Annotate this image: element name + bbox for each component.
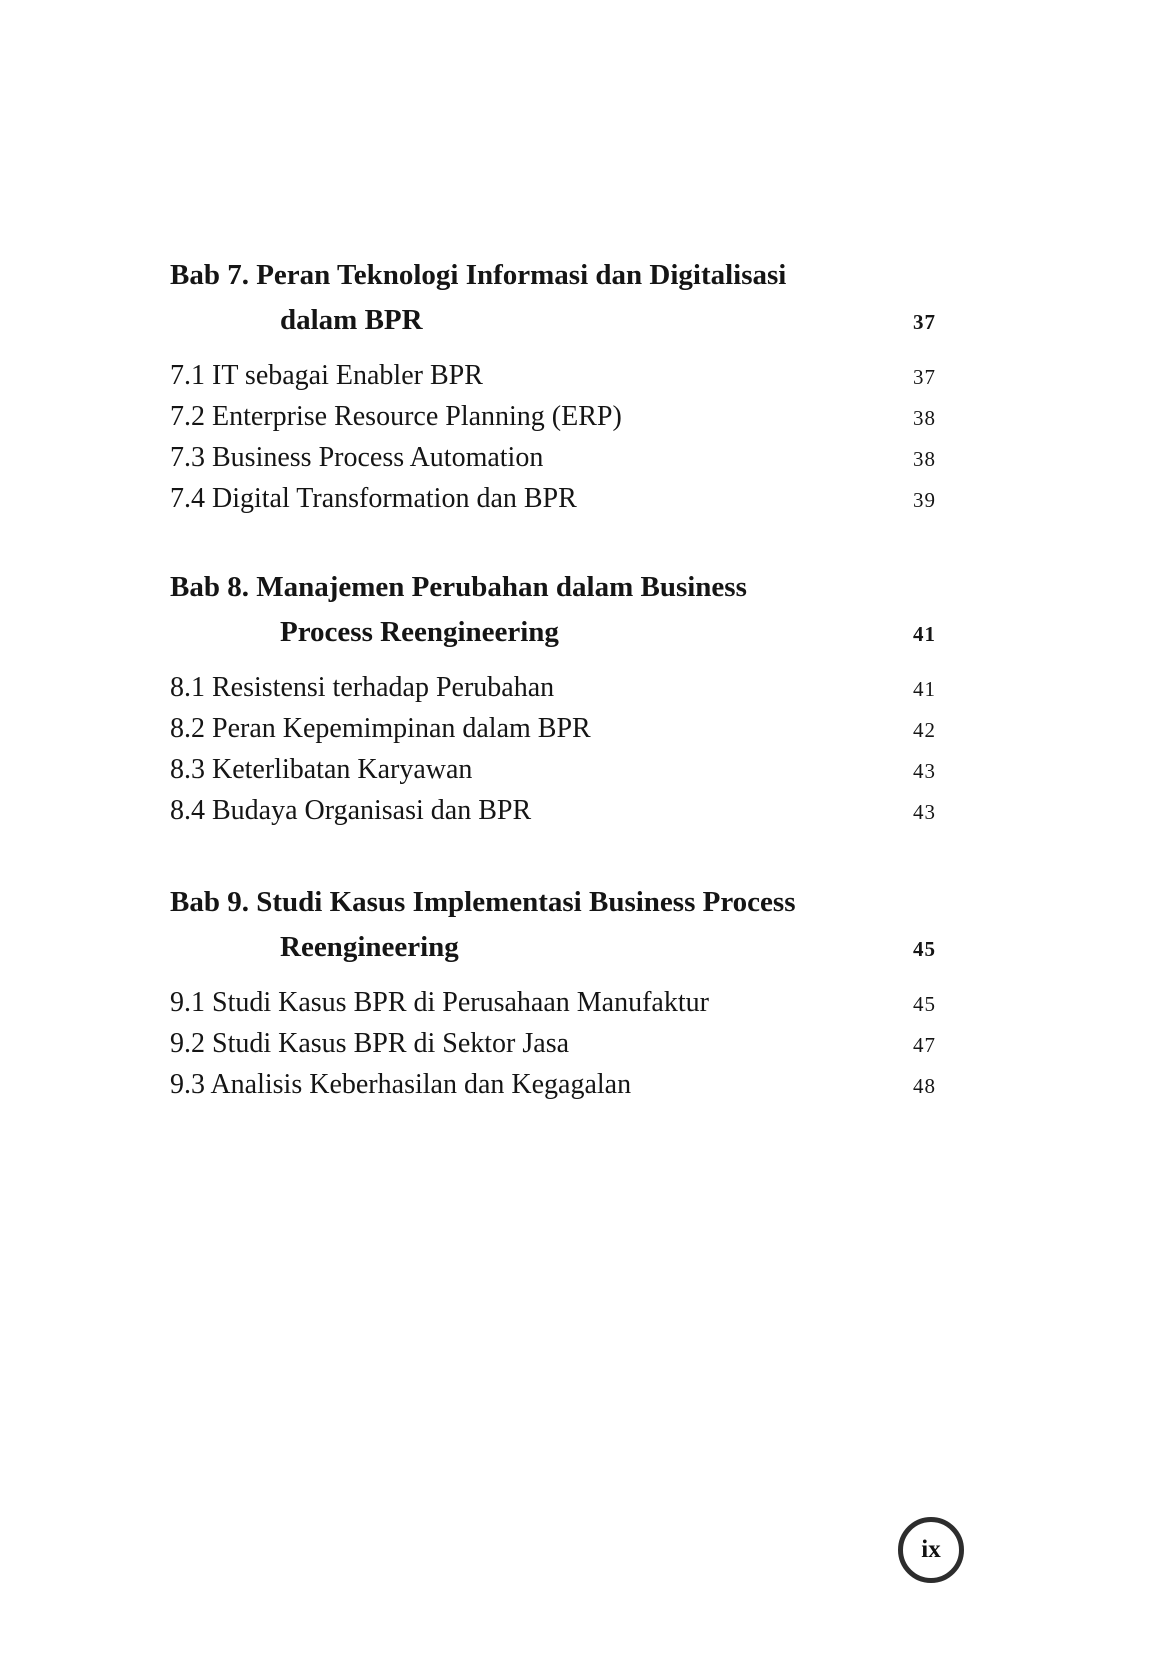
- page-number: 41: [913, 622, 936, 646]
- toc-entry: [170, 397, 936, 438]
- chapter-heading-line2-row: [170, 925, 936, 972]
- toc-entry-label: 8.4 Budaya Organisasi dan BPR: [170, 795, 532, 826]
- page-number: 38: [913, 406, 936, 430]
- page-number: 41: [913, 677, 936, 701]
- toc-entry-label: 7.3 Business Process Automation: [170, 442, 544, 473]
- page-number: 39: [913, 488, 936, 512]
- toc-entry: [170, 709, 936, 750]
- toc-entry: [170, 438, 936, 479]
- toc-section-bab-9: [170, 880, 936, 1106]
- toc-entry: [170, 356, 936, 397]
- page-number: 43: [913, 759, 936, 783]
- toc-section-bab-7: [170, 253, 936, 520]
- page-number: 45: [913, 937, 936, 961]
- page-number: 37: [913, 310, 936, 334]
- toc-entry: [170, 791, 936, 832]
- chapter-heading-line2: Process Reengineering: [280, 616, 559, 648]
- toc-entry-label: 7.4 Digital Transformation dan BPR: [170, 483, 577, 514]
- page-number: 37: [913, 365, 936, 389]
- toc-entries: [170, 983, 936, 1106]
- chapter-heading-line2: Reengineering: [280, 931, 459, 963]
- toc-entry-label: 8.2 Peran Kepemimpinan dalam BPR: [170, 713, 591, 744]
- toc-entry: [170, 479, 936, 520]
- chapter-heading-line2-row: [170, 610, 936, 657]
- toc-entry: [170, 750, 936, 791]
- toc-entry-label: 9.2 Studi Kasus BPR di Sektor Jasa: [170, 1028, 570, 1059]
- toc-entry: [170, 1065, 936, 1106]
- page-number: 45: [913, 992, 936, 1016]
- toc-entry-label: 9.3 Analisis Keberhasilan dan Kegagalan: [170, 1069, 632, 1100]
- chapter-heading-line1: Bab 9. Studi Kasus Implementasi Business Process: [170, 886, 796, 918]
- page-number: 42: [913, 718, 936, 742]
- chapter-heading-line2: dalam BPR: [280, 304, 423, 336]
- toc-entries: [170, 668, 936, 832]
- toc-section-bab-8: [170, 565, 936, 832]
- toc-entry-label: 8.1 Resistensi terhadap Perubahan: [170, 672, 555, 703]
- toc-entry: [170, 1024, 936, 1065]
- chapter-heading-line1: Bab 8. Manajemen Perubahan dalam Business: [170, 571, 747, 603]
- toc-entry-label: 7.2 Enterprise Resource Planning (ERP): [170, 401, 622, 432]
- folio-page-number: ix: [921, 1536, 941, 1563]
- toc-entry: [170, 983, 936, 1024]
- page-number: 48: [913, 1074, 936, 1098]
- toc-entry-label: 7.1 IT sebagai Enabler BPR: [170, 360, 483, 391]
- folio-page-number-badge: [898, 1517, 964, 1583]
- page-number: 43: [913, 800, 936, 824]
- page-number: 38: [913, 447, 936, 471]
- chapter-heading-line1: Bab 7. Peran Teknologi Informasi dan Digitalisasi: [170, 259, 787, 291]
- page-number: 47: [913, 1033, 936, 1057]
- table-of-contents: [170, 253, 936, 1106]
- toc-entry-label: 8.3 Keterlibatan Karyawan: [170, 754, 473, 785]
- toc-entry: [170, 668, 936, 709]
- toc-entry-label: 9.1 Studi Kasus BPR di Perusahaan Manufaktur: [170, 987, 709, 1018]
- toc-entries: [170, 356, 936, 520]
- chapter-heading-line2-row: [170, 298, 936, 345]
